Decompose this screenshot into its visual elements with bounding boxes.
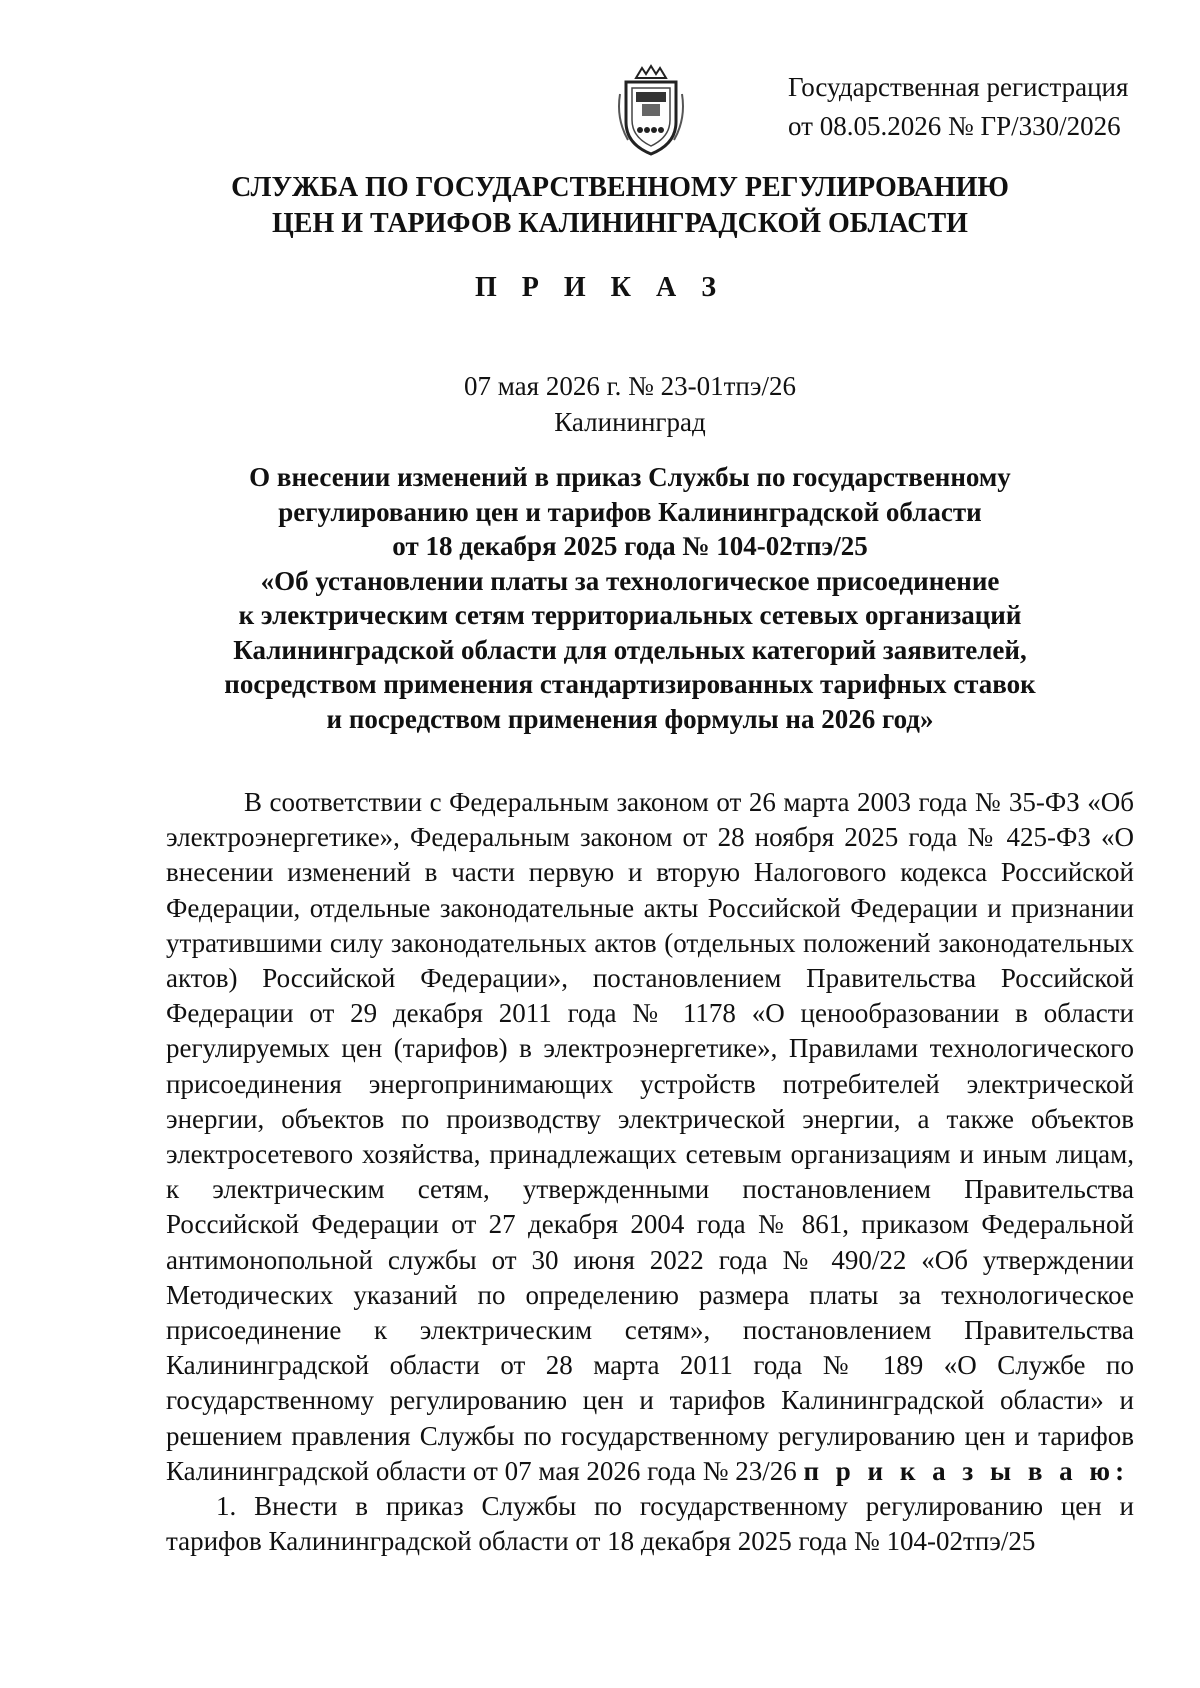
subject-line: «Об установлении платы за технологическое присоединение: [260, 565, 1000, 596]
coat-of-arms-emblem: [616, 64, 686, 156]
registration-number: от 08.05.2026 № ГР/330/2026: [788, 111, 1121, 141]
subject-line: и посредством применения формулы на 2026 год»: [326, 703, 934, 734]
agency-name: [180, 170, 1060, 242]
subject-line: от 18 декабря 2025 года № 104-02тпэ/25: [392, 531, 868, 561]
state-registration-stamp: [788, 68, 1178, 146]
agency-name-line: СЛУЖБА ПО ГОСУДАРСТВЕННОМУ РЕГУЛИРОВАНИЮ: [231, 172, 1009, 203]
subject-line: к электрическим сетям территориальных сетевых организаций: [238, 600, 1022, 630]
order-date-number: 07 мая 2026 г. № 23-01тпэ/26: [464, 371, 796, 401]
preamble-paragraph: [166, 785, 1134, 1489]
document-type: П Р И К А З: [475, 272, 725, 303]
order-subject-title: [160, 460, 1100, 736]
order-city: Калининград: [554, 407, 706, 437]
subject-line: О внесении изменений в приказ Службы по государственному: [249, 462, 1011, 492]
preamble-text: В соответствии с Федеральным законом от 26 марта 2003 года № 35-ФЗ «Об электроэнергетике», Федеральным законом от 28 ноября 2025 года № 425-ФЗ «О внесении изменений в части первую и вторую Налогового кодекса Российской Федерации, отдельные законодательные акты Российской Федерации и признании утратившими силу законодательных актов (отдельных положений законодательных актов) Российской Федерации», постановлением Правительства Российской Федерации от 29 декабря 2011 года № 1178 «О ценообразовании в области регулируемых цен (тарифов) в электроэнергетике», Правилами технологического присоединения энергопринимающих устройств потребителей электрической энергии, объектов по производству электрической энергии, а также объектов электросетевого хозяйства, принадлежащих сетевым организациям и иным лицам, к электрическим сетям, утвержденными постановлением Правительства Российской Федерации от 27 декабря 2004 года № 861, приказом Федеральной антимонопольной службы от 30 июня 2022 года № 490/22 «Об утверждении Методических указаний по определению размера платы за технологическое присоединение к электрическим сетям», постановлением Правительства Калининградской области от 28 марта 2011 года № 189 «О Службе по государственному регулированию цен и тарифов Калининградской области» и решением правления Службы по государственному регулированию цен и тарифов Калининградской области от 07 мая 2026 года № 23/26: [166, 787, 1134, 1486]
order-date-block: [370, 368, 890, 440]
order-item-1: 1. Внести в приказ Службы по государственному регулированию цен и тарифов Калининградской области от 18 декабря 2025 года № 104-02тпэ/25: [166, 1491, 1134, 1557]
registration-label: Государственная регистрация: [788, 72, 1129, 102]
subject-line: Калининградской области для отдельных категорий заявителей,: [233, 634, 1027, 665]
subject-line: регулированию цен и тарифов Калининградской области: [278, 496, 982, 527]
agency-name-line: ЦЕН И ТАРИФОВ КАЛИНИНГРАДСКОЙ ОБЛАСТИ: [272, 208, 968, 239]
order-body: [166, 785, 1134, 1559]
subject-line: посредством применения стандартизированных тарифных ставок: [224, 669, 1036, 699]
order-verb: п р и к а з ы в а ю:: [803, 1455, 1130, 1486]
